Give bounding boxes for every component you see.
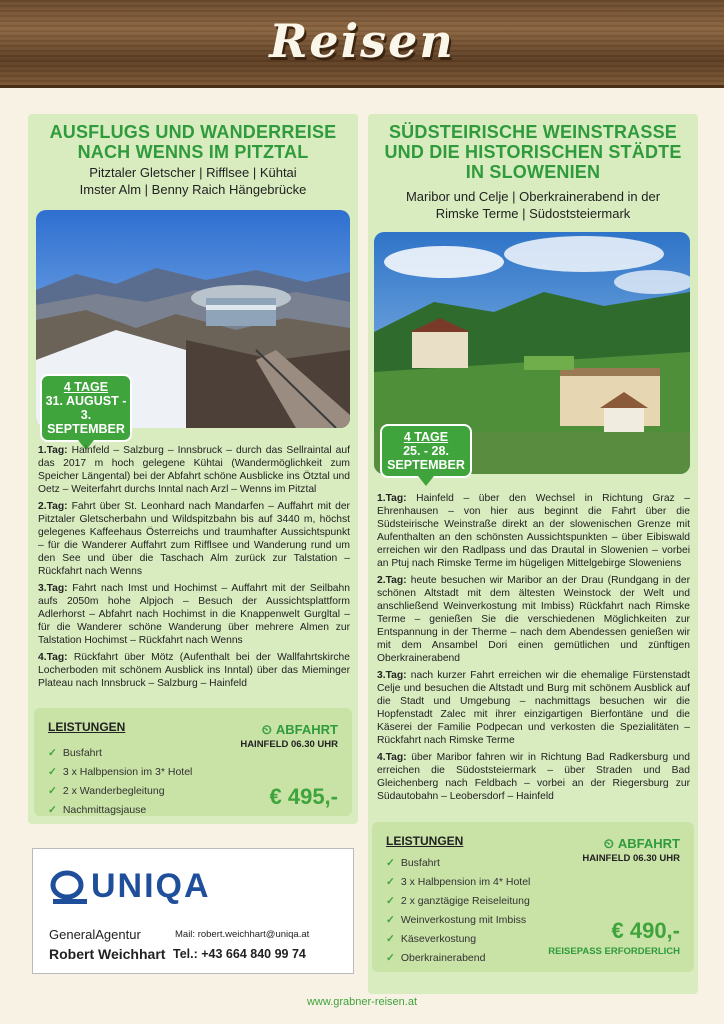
- day-label: 4.Tag:: [377, 752, 407, 763]
- services-item-label: 3 x Halbpension im 3* Hotel: [62, 766, 193, 778]
- services-box: [34, 708, 352, 816]
- day-text: Fahrt über St. Leonhard nach Mandarfen – Auffahrt mit der Pitztaler Gletscherbahn und Wildspitzbahn bis auf 3440 m, höchst gelegenes Kaffeehaus Österreichs und traumhafter Aussichtspunkt – für die Wanderer Auffahrt zum Rifflsee und Wanderung rund um den See und über die Taschach Alm zurück zur Talstation – Rückfahrt nach Wenns: [38, 501, 350, 577]
- tour-title-line: SÜDSTEIRISCHE WEINSTRASSE: [388, 122, 678, 142]
- services-item: [48, 801, 192, 820]
- subtitle-line: Maribor und Celje | Oberkrainerabend in der: [405, 189, 661, 204]
- check-icon: ✓: [48, 766, 57, 778]
- services-item: [386, 911, 530, 930]
- subtitle-line: Imster Alm | Benny Raich Hängebrücke: [79, 182, 307, 197]
- services-item-label: Weinverkostung mit Imbiss: [400, 914, 527, 926]
- check-icon: ✓: [48, 785, 57, 797]
- uniqa-ad: [32, 848, 354, 974]
- check-icon: ✓: [386, 914, 395, 926]
- day-label: 4.Tag:: [38, 652, 68, 663]
- day-label: 3.Tag:: [38, 583, 68, 594]
- day-label: 2.Tag:: [38, 501, 68, 512]
- check-icon: ✓: [386, 895, 395, 907]
- tour-title-line: AUSFLUGS UND WANDERREISE: [49, 122, 337, 142]
- tour-subtitle: [28, 164, 358, 198]
- check-icon: ✓: [386, 876, 395, 888]
- departure-title-row: [240, 722, 338, 738]
- itinerary-day: [377, 669, 690, 747]
- check-icon: ✓: [48, 804, 57, 816]
- services-item: [48, 763, 192, 782]
- departure-title: ABFAHRT: [617, 836, 680, 851]
- agency-label: GeneralAgentur: [49, 927, 141, 942]
- services-item-label: 3 x Halbpension im 4* Hotel: [400, 876, 531, 888]
- brand-name: UNIQA: [91, 867, 211, 905]
- agent-mail: Mail: robert.weichhart@uniqa.at: [175, 929, 310, 940]
- price: € 495,-: [269, 784, 338, 809]
- services-list: [48, 744, 192, 820]
- day-text: Fahrt nach Imst und Hochimst – Auffahrt mit der Seilbahn aufs 2050m hohe Alpjoch – Besuch der Aussichtsplattform Adlerhorst – Abfahrt nach Hochimst in die Knappenwelt Gurgltal – für die Wanderer schöne Wanderung über mehrere Almen zur Talstation Hochimst – Rückfahrt nach Wenns: [38, 583, 350, 646]
- services-item-label: Busfahrt: [400, 857, 440, 869]
- day-text: Hainfeld – Salzburg – Innsbruck – durch das Sellraintal auf das 2017 m hoch gelegene Kühtai (Wandermöglichkeit zum Speicher Längental) bei der Abfahrt schöne Ausblicke ins Ötztal und Oetz – Weiterfahrt durchs Inntal nach Arzl – Wenns im Pitztal: [38, 445, 350, 495]
- services-item: [386, 949, 530, 968]
- day-text: über Maribor fahren wir in Richtung Bad Radkersburg und erreichen die Südoststeiermark – über Straden und Bad Gleichenberg nach Feldbach – vorbei an der Riegersburg zur Südautobahn – Leobersdorf – Hainfeld: [377, 752, 690, 802]
- badge-date: 3. SEPTEMBER: [47, 408, 125, 436]
- day-text: Rückfahrt über Mötz (Aufenthalt bei der Wallfahrtskirche Locherboden mit schönem Ausblick ins Inntal) über das Mieminger Plateau nach Innsbruck – Salzburg – Hainfeld: [38, 652, 350, 689]
- itinerary-day: [377, 492, 690, 570]
- check-icon: ✓: [48, 747, 57, 759]
- day-text: heute besuchen wir Maribor an der Drau (Rundgang in der schönen Altstadt mit dem ältesten Weinstock der Welt und anschließend Weinverkostung mit Imbiss) Rückfahrt nach Rimske Terme – genießen Sie die verschiedenen Möglichkeiten zur Entspannung in der Therme – nach dem Abendessen genießen wir mit dem Ansambel Dori einen gemütlichen und zünftigen Oberkrainerabend: [377, 575, 690, 664]
- uniqa-logo-icon: [49, 869, 89, 905]
- itinerary-day: [38, 444, 350, 496]
- badge-date: 25. - 28.: [403, 444, 449, 458]
- services-title: LEISTUNGEN: [48, 720, 126, 734]
- badge-days: 4 TAGE: [63, 380, 109, 394]
- services-item-label: 2 x Wanderbegleitung: [62, 785, 165, 797]
- itinerary-day: [38, 582, 350, 647]
- tour-title-line: NACH WENNS IM PITZTAL: [77, 142, 309, 162]
- departure-info: [240, 722, 338, 750]
- services-item: [48, 782, 192, 801]
- passport-note: REISEPASS ERFORDERLICH: [548, 946, 680, 957]
- services-item: [386, 930, 530, 949]
- services-list: [386, 854, 530, 968]
- itinerary: [38, 444, 350, 694]
- check-icon: ✓: [386, 933, 395, 945]
- badge-days: 4 TAGE: [403, 430, 449, 444]
- clock-icon: ⏲: [261, 722, 272, 737]
- itinerary-day: [377, 751, 690, 803]
- tour-title: [368, 122, 698, 182]
- services-item: [386, 892, 530, 911]
- services-title: LEISTUNGEN: [386, 834, 464, 848]
- day-label: 1.Tag:: [38, 445, 68, 456]
- itinerary: [377, 492, 690, 807]
- badge-date: SEPTEMBER: [387, 458, 465, 472]
- departure-time: HAINFELD 06.30 UHR: [582, 853, 680, 864]
- services-box: [372, 822, 694, 972]
- itinerary-day: [38, 651, 350, 690]
- subtitle-line: Pitztaler Gletscher | Rifflsee | Kühtai: [89, 165, 297, 180]
- departure-title: ABFAHRT: [275, 722, 338, 737]
- day-label: 2.Tag:: [377, 575, 407, 586]
- check-icon: ✓: [386, 952, 395, 964]
- services-item-label: 2 x ganztägige Reiseleitung: [400, 895, 530, 907]
- agent-phone: Tel.: +43 664 840 99 74: [173, 947, 306, 961]
- check-icon: ✓: [386, 857, 395, 869]
- day-text: Hainfeld – über den Wechsel in Richtung Graz – Ehrenhausen – von hier aus beginnt die Fahrt über die Südsteirische Weinstraße direkt an der slowenischen Grenze mit Aufenthalten an den schönsten Aussichtspunkten – über Eibiswald erreichen wir den Radlpass und das Drautal in Slowenien – vorbei an Ptuj nach Rimske Terme im hügeligen Mittelgebirge Sloweniens: [377, 493, 690, 569]
- tour-title-line: IN SLOWENIEN: [465, 162, 601, 182]
- clock-icon: ⏲: [603, 836, 614, 851]
- services-item: [386, 854, 530, 873]
- day-label: 1.Tag:: [377, 493, 407, 504]
- services-item: [386, 873, 530, 892]
- date-badge: [40, 374, 132, 442]
- itinerary-day: [38, 500, 350, 578]
- wood-header: [0, 0, 724, 88]
- subtitle-line: Rimske Terme | Südoststeiermark: [435, 206, 631, 221]
- day-text: nach kurzer Fahrt erreichen wir die ehemalige Fürstenstadt Celje und besuchen die Altstadt und Burg mit schönem Ausblick auf die Stadt und Umgebung – nachmittags besuchen wir die Hopfenstadt Zalec mit ihrer einzigartigen Bierfontäne und die Käserei der Familie Podpecan und verkosten die Spezialitäten – Rückfahrt nach Rimske Terme: [377, 670, 690, 746]
- tour-title-line: UND DIE HISTORISCHEN STÄDTE: [384, 142, 682, 162]
- tour-subtitle: [368, 188, 698, 222]
- departure-time: HAINFELD 06.30 UHR: [240, 739, 338, 750]
- tour-title: [28, 122, 358, 162]
- page-title: Reisen: [269, 14, 455, 68]
- departure-title-row: [582, 836, 680, 852]
- footer-url[interactable]: www.grabner-reisen.at: [306, 996, 418, 1008]
- services-item-label: Oberkrainerabend: [400, 952, 486, 964]
- services-item-label: Busfahrt: [62, 747, 102, 759]
- services-item-label: Nachmittagsjause: [62, 804, 147, 816]
- services-item: [48, 744, 192, 763]
- itinerary-day: [377, 574, 690, 665]
- departure-info: [582, 836, 680, 864]
- day-label: 3.Tag:: [377, 670, 407, 681]
- services-item-label: Käseverkostung: [400, 933, 477, 945]
- agent-name: Robert Weichhart: [49, 946, 166, 962]
- price: € 490,-: [611, 918, 680, 943]
- date-badge: [380, 424, 472, 478]
- badge-date: 31. AUGUST -: [45, 394, 127, 408]
